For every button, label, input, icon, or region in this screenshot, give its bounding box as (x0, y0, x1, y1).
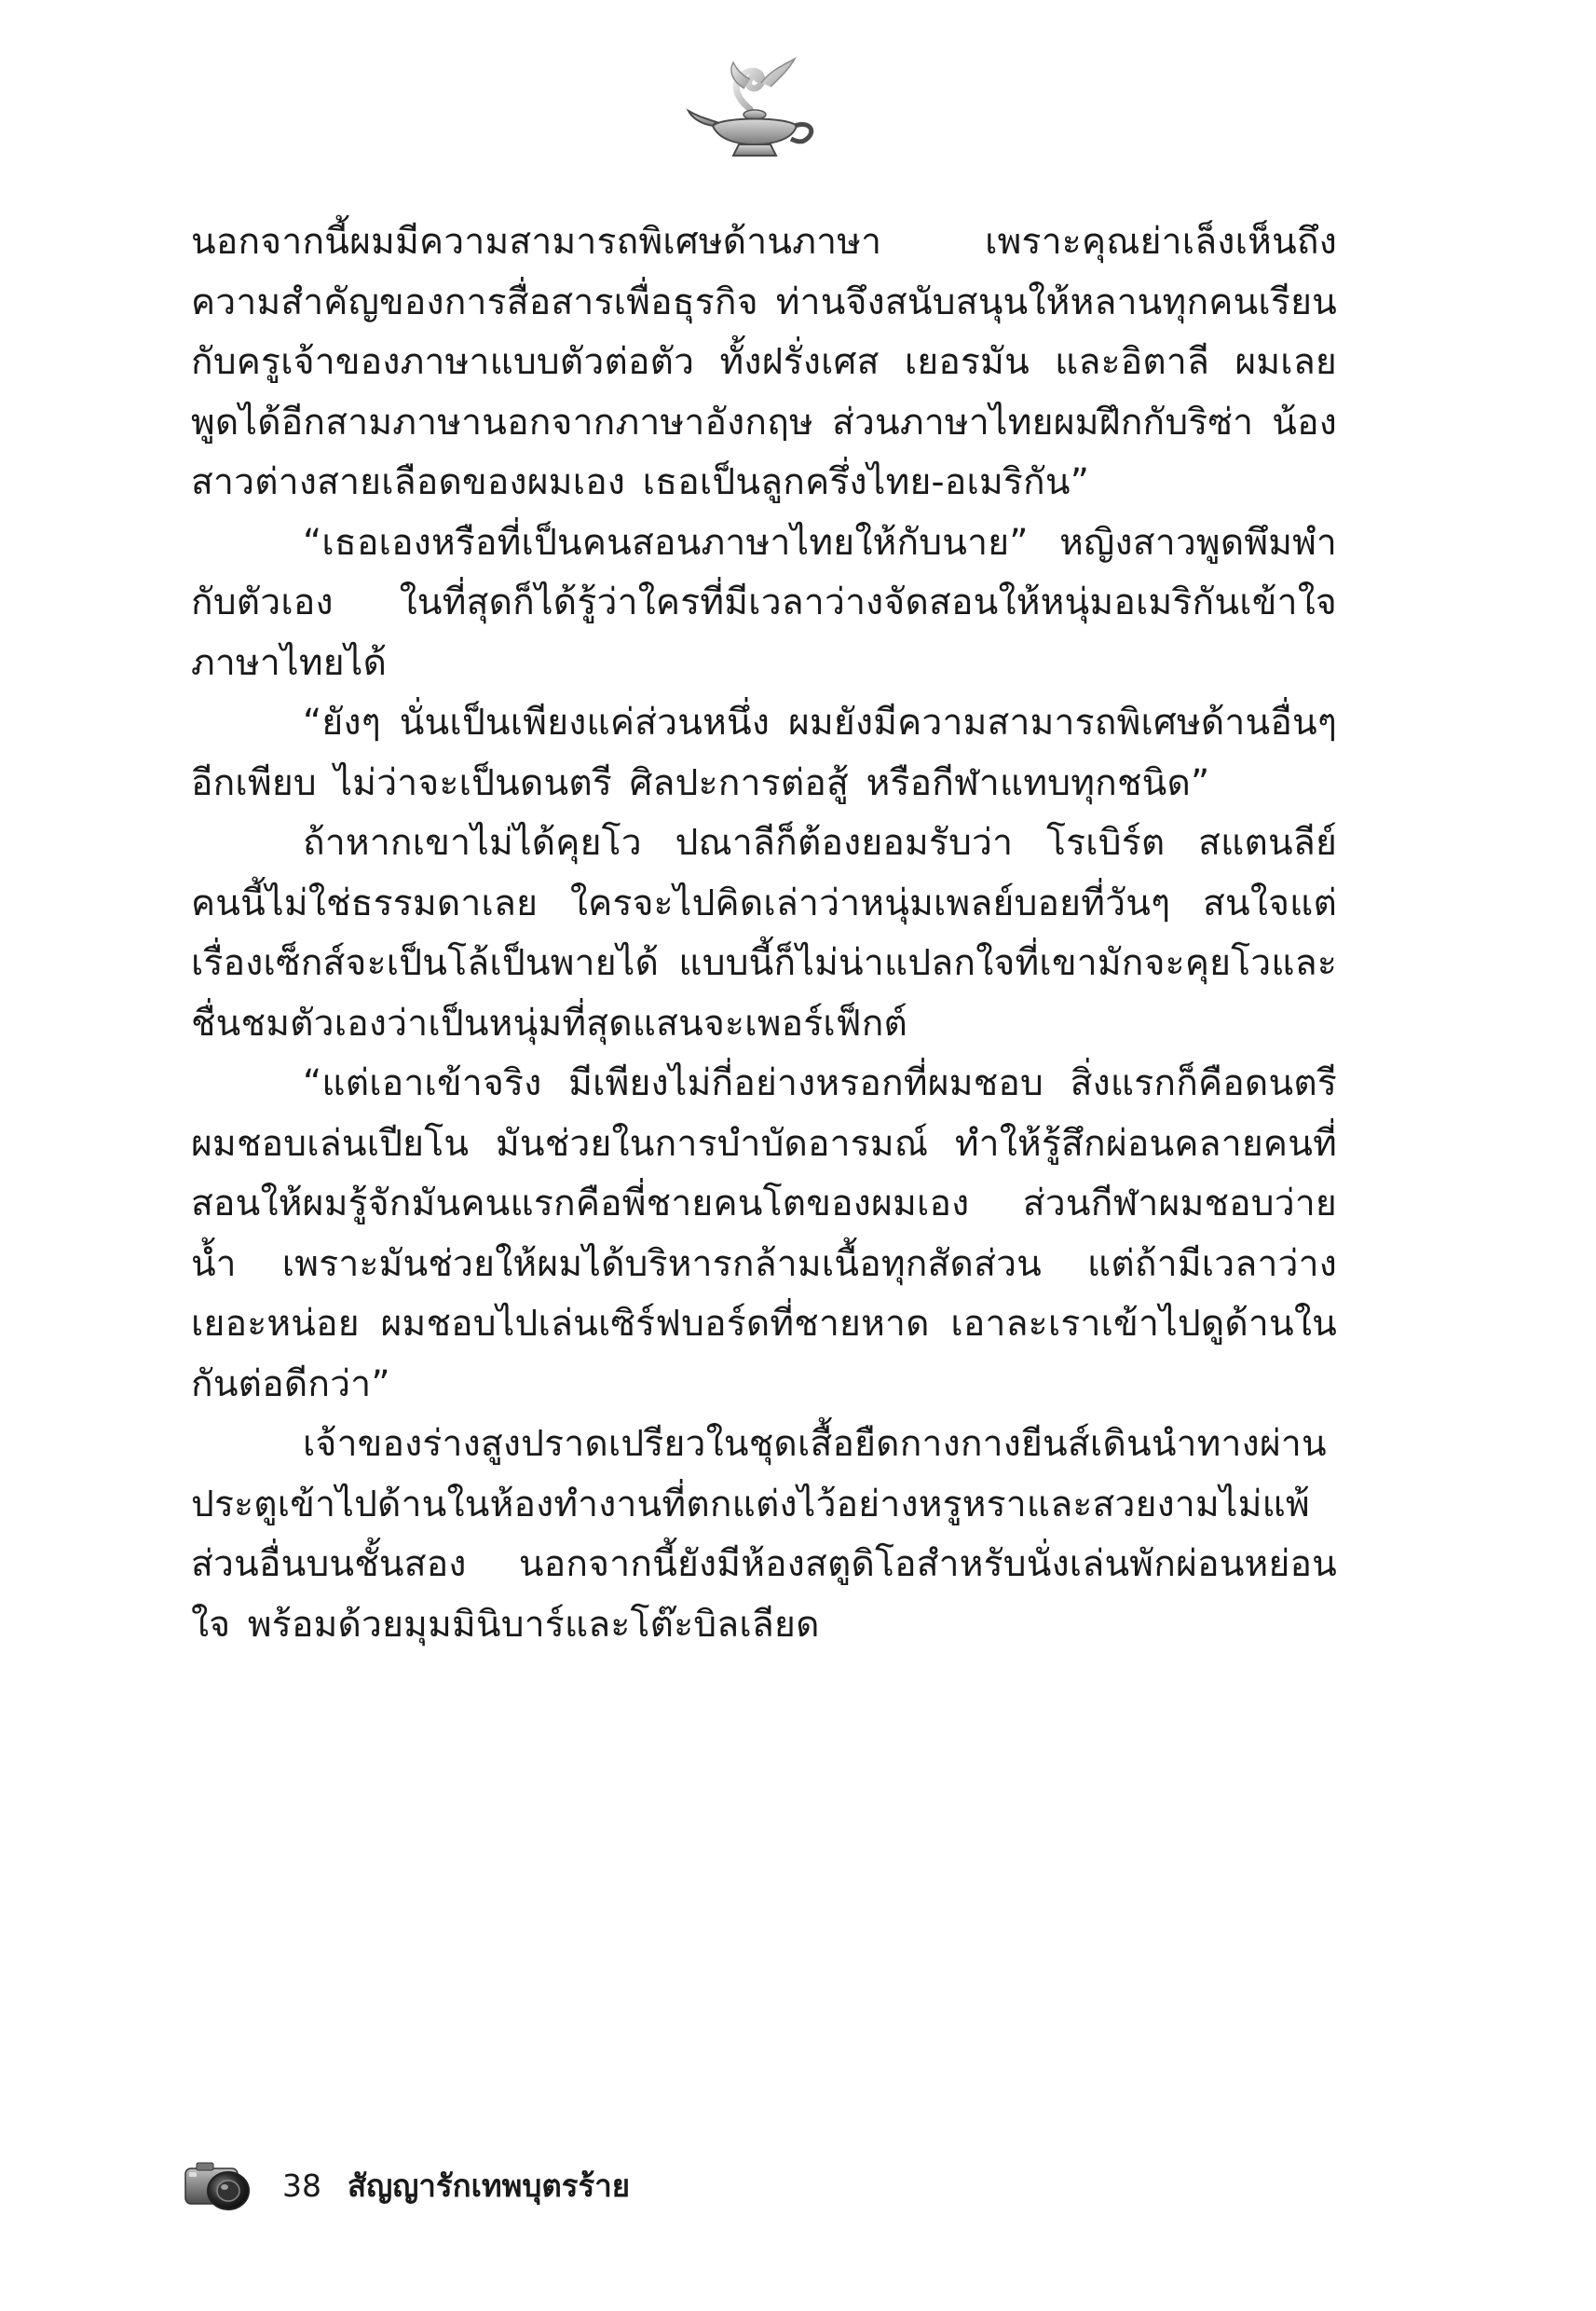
page-footer (182, 2148, 630, 2222)
page-number: 38 (282, 2167, 321, 2204)
camera-icon (182, 2155, 256, 2215)
paragraph-1: นอกจากนี้ผมมีความสามารถพิเศษด้านภาษา เพราะคุณย่าเล็งเห็นถึงความสำคัญของการสื่อสารเพื่อธุรกิจ ท่านจึงสนับสนุนให้หลานทุกคนเรียนกับครูเจ้าของภาษาแบบตัวต่อตัว ทั้งฝรั่งเศส เยอรมัน และอิตาลี ผมเลยพูดได้อีกสามภาษานอกจากภาษาอังกฤษ ส่วนภาษาไทยผมฝึกกับริซ่า น้องสาวต่างสายเลือดของผมเอง เธอเป็นลูกครึ่งไทย-อเมริกัน” (191, 221, 1337, 503)
paragraph-2: “เธอเองหรือที่เป็นคนสอนภาษาไทยให้กับนาย” หญิงสาวพูดพึมพำกับตัวเอง ในที่สุดก็ได้รู้ว่าใครที่มีเวลาว่างจัดสอนให้หนุ่มอเมริกันเข้าใจภาษาไทยได้ (191, 521, 1337, 684)
page-body (191, 212, 1337, 1655)
paragraph-5: “แต่เอาเข้าจริง มีเพียงไม่กี่อย่างหรอกที่ผมชอบ สิ่งแรกก็คือดนตรีผมชอบเล่นเปียโน มันช่วยในการบำบัดอารมณ์ ทำให้รู้สึกผ่อนคลายคนที่สอนให้ผมรู้จักมันคนแรกคือพี่ชายคนโตของผมเอง ส่วนกีฬาผมชอบว่ายน้ำ เพราะมันช่วยให้ผมได้บริหารกล้ามเนื้อทุกสัดส่วน แต่ถ้ามีเวลาว่างเยอะหน่อย ผมชอบไปเล่นเซิร์ฟบอร์ดที่ชายหาด เอาละเราเข้าไปดูด้านในกันต่อดีกว่า” (191, 1062, 1337, 1405)
book-title: สัญญารักเทพบุตรร้าย (348, 2167, 631, 2204)
paragraph-6: เจ้าของร่างสูงปราดเปรียวในชุดเสื้อยืดกางกางยีนส์เดินนำทางผ่านประตูเข้าไปด้านในห้องทำงานที่ตกแต่งไว้อย่างหรูหราและสวยงามไม่แพ้ส่วนอื่นบนชั้นสอง นอกจากนี้ยังมีห้องสตูดิโอสำหรับนั่งเล่นพักผ่อนหย่อนใจ พร้อมด้วยมุมมินิบาร์และโต๊ะบิลเลียด (191, 1423, 1337, 1646)
paragraph-3: “ยังๆ นั่นเป็นเพียงแค่ส่วนหนึ่ง ผมยังมีความสามารถพิเศษด้านอื่นๆ อีกเพียบ ไม่ว่าจะเป็นดนตรี ศิลปะการต่อสู้ หรือกีฬาแทบทุกชนิด” (191, 702, 1337, 804)
paragraph-4: ถ้าหากเขาไม่ได้คุยโว ปณาลีก็ต้องยอมรับว่า โรเบิร์ต สแตนลีย์คนนี้ไม่ใช่ธรรมดาเลย ใครจะไปคิดเล่าว่าหนุ่มเพลย์บอยที่วันๆ สนใจแต่เรื่องเซ็กส์จะเป็นโล้เป็นพายได้ แบบนี้ก็ไม่น่าแปลกใจที่เขามักจะคุยโวและชื่นชมตัวเองว่าเป็นหนุ่มที่สุดแสนจะเพอร์เฟ็กต์ (191, 822, 1337, 1045)
genie-lamp-icon (685, 51, 825, 163)
